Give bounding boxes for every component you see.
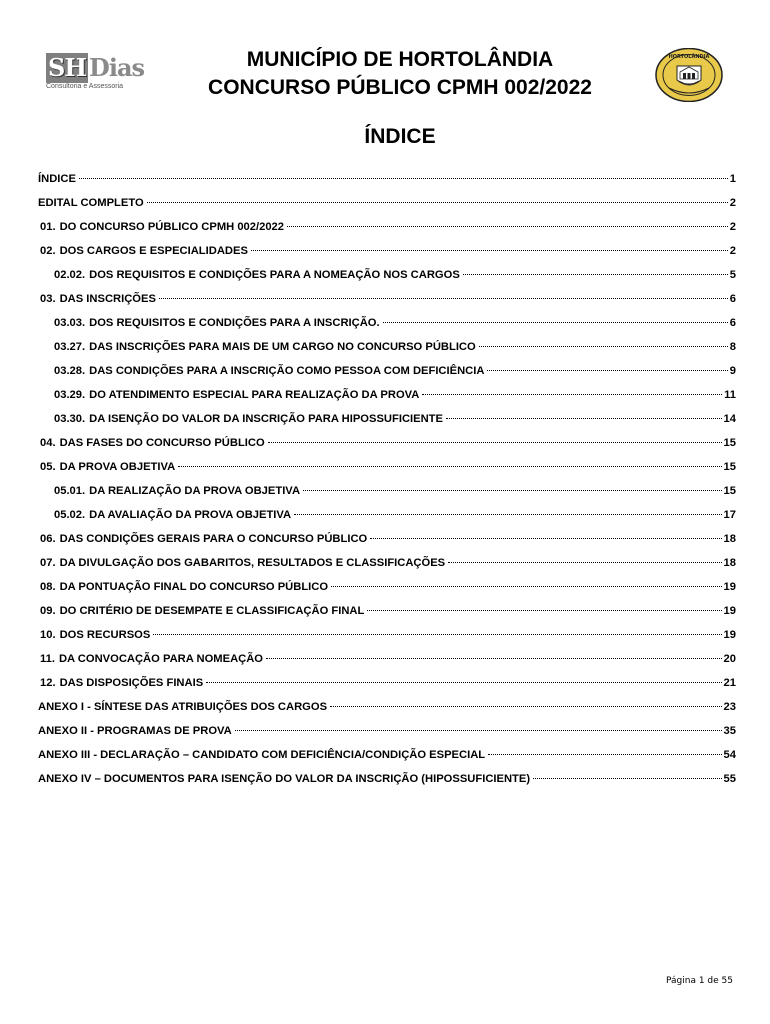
toc-entry-number: 02.02. xyxy=(54,269,86,281)
toc-entry-number: 05. xyxy=(40,461,56,473)
toc-page-number: 20 xyxy=(723,653,736,665)
toc-page-number: 19 xyxy=(723,629,736,641)
toc-dot-leader xyxy=(159,297,728,299)
toc-dot-leader xyxy=(422,393,722,395)
toc-subentry[interactable] xyxy=(38,503,736,527)
toc-page-number: 14 xyxy=(723,413,736,425)
toc-entry[interactable] xyxy=(38,599,736,623)
toc-entry-number: 11. xyxy=(40,653,55,665)
toc-entry[interactable] xyxy=(38,239,736,263)
toc-page-number: 6 xyxy=(729,317,736,329)
toc-dot-leader xyxy=(206,681,721,683)
toc-page-number: 54 xyxy=(723,749,736,761)
toc-entry[interactable] xyxy=(38,431,736,455)
toc-dot-leader xyxy=(287,225,728,227)
toc-entry-number: 03.03. xyxy=(54,317,86,329)
toc-entry-label: DO CONCURSO PÚBLICO CPMH 002/2022 xyxy=(59,221,284,233)
document-header-title xyxy=(150,46,650,102)
toc-entry-label: EDITAL COMPLETO xyxy=(38,197,144,209)
toc-entry-label: ÍNDICE xyxy=(38,173,76,185)
toc-dot-leader xyxy=(235,729,722,731)
toc-entry-label: DAS CONDIÇÕES PARA A INSCRIÇÃO COMO PESSOA COM DEFICIÊNCIA xyxy=(89,365,485,377)
toc-entry-label: DAS INSCRIÇÕES PARA MAIS DE UM CARGO NO CONCURSO PÚBLICO xyxy=(89,341,476,353)
toc-entry-label: DOS RECURSOS xyxy=(59,629,151,641)
toc-entry[interactable] xyxy=(38,719,736,743)
toc-dot-leader xyxy=(303,489,722,491)
toc-dot-leader xyxy=(79,177,728,179)
toc-page-number: 11 xyxy=(724,389,736,401)
toc-page-number: 15 xyxy=(723,485,736,497)
toc-entry-label: ANEXO II - PROGRAMAS DE PROVA xyxy=(38,725,232,737)
toc-page-number: 21 xyxy=(723,677,736,689)
toc-entry-label: DA PONTUAÇÃO FINAL DO CONCURSO PÚBLICO xyxy=(59,581,329,593)
toc-page-number: 2 xyxy=(729,245,736,257)
toc-page-number: 35 xyxy=(723,725,736,737)
toc-entry-number: 03.27. xyxy=(54,341,86,353)
toc-entry[interactable] xyxy=(38,767,736,791)
toc-page-number: 5 xyxy=(729,269,736,281)
toc-entry[interactable] xyxy=(38,167,736,191)
toc-dot-leader xyxy=(479,345,728,347)
index-heading: ÍNDICE xyxy=(364,125,436,148)
seal-top-text: HORTOLÂNDIA xyxy=(668,54,710,60)
toc-subentry[interactable] xyxy=(38,383,736,407)
toc-entry-number: 05.01. xyxy=(54,485,86,497)
toc-page-number: 18 xyxy=(723,557,736,569)
toc-dot-leader xyxy=(268,441,722,443)
toc-dot-leader xyxy=(147,201,728,203)
toc-entry[interactable] xyxy=(38,527,736,551)
toc-dot-leader xyxy=(330,705,722,707)
toc-entry[interactable] xyxy=(38,647,736,671)
toc-entry-number: 01. xyxy=(40,221,56,233)
toc-subentry[interactable] xyxy=(38,263,736,287)
toc-entry-label: DA REALIZAÇÃO DA PROVA OBJETIVA xyxy=(89,485,301,497)
toc-dot-leader xyxy=(370,537,721,539)
toc-entry[interactable] xyxy=(38,191,736,215)
toc-entry[interactable] xyxy=(38,455,736,479)
title-line-2: CONCURSO PÚBLICO CPMH 002/2022 xyxy=(208,76,592,99)
toc-entry-label: DA DIVULGAÇÃO DOS GABARITOS, RESULTADOS E CLASSIFICAÇÕES xyxy=(59,557,446,569)
toc-entry-number: 03.28. xyxy=(54,365,86,377)
toc-entry[interactable] xyxy=(38,743,736,767)
toc-dot-leader xyxy=(294,513,721,515)
toc-page-number: 15 xyxy=(723,461,736,473)
toc-page-number: 55 xyxy=(723,773,736,785)
toc-page-number: 2 xyxy=(729,197,736,209)
toc-page-number: 2 xyxy=(729,221,736,233)
shdias-logo-mark xyxy=(46,53,145,83)
toc-entry-label: DAS CONDIÇÕES GERAIS PARA O CONCURSO PÚBLICO xyxy=(59,533,368,545)
toc-entry-number: 03. xyxy=(40,293,56,305)
toc-entry[interactable] xyxy=(38,623,736,647)
toc-entry-label: DOS REQUISITOS E CONDIÇÕES PARA A NOMEAÇÃO NOS CARGOS xyxy=(89,269,460,281)
toc-page-number: 8 xyxy=(729,341,736,353)
shdias-logo-tagline: Consultoria e Assessoria xyxy=(46,83,124,90)
toc-dot-leader xyxy=(178,465,721,467)
toc-entry-label: DA AVALIAÇÃO DA PROVA OBJETIVA xyxy=(89,509,292,521)
table-of-contents xyxy=(38,167,736,791)
toc-entry[interactable] xyxy=(38,575,736,599)
toc-dot-leader xyxy=(463,273,728,275)
toc-entry-number: 03.30. xyxy=(54,413,86,425)
toc-entry[interactable] xyxy=(38,215,736,239)
toc-entry[interactable] xyxy=(38,671,736,695)
toc-entry-label: DA PROVA OBJETIVA xyxy=(59,461,176,473)
toc-entry-label: DOS REQUISITOS E CONDIÇÕES PARA A INSCRIÇÃO. xyxy=(89,317,380,329)
toc-entry-number: 07. xyxy=(40,557,56,569)
toc-dot-leader xyxy=(488,753,721,755)
toc-page-number: 9 xyxy=(729,365,736,377)
toc-page-number: 19 xyxy=(723,581,736,593)
toc-subentry[interactable] xyxy=(38,335,736,359)
toc-page-number: 18 xyxy=(723,533,736,545)
shdias-logo-dias: Dias xyxy=(89,53,145,82)
toc-page-number: 23 xyxy=(723,701,736,713)
toc-entry-label: DA ISENÇÃO DO VALOR DA INSCRIÇÃO PARA HIPOSSUFICIENTE xyxy=(89,413,443,425)
toc-entry-number: 04. xyxy=(40,437,56,449)
toc-dot-leader xyxy=(153,633,721,635)
toc-dot-leader xyxy=(383,321,728,323)
toc-dot-leader xyxy=(448,561,721,563)
toc-entry-label: DAS DISPOSIÇÕES FINAIS xyxy=(59,677,204,689)
shdias-logo-sh: SH xyxy=(48,53,87,82)
title-line-1: MUNICÍPIO DE HORTOLÂNDIA xyxy=(246,48,554,71)
toc-entry-label: DA CONVOCAÇÃO PARA NOMEAÇÃO xyxy=(58,653,264,665)
toc-page-number: 1 xyxy=(729,173,736,185)
toc-dot-leader xyxy=(367,609,721,611)
toc-entry-number: 12. xyxy=(40,677,56,689)
toc-dot-leader xyxy=(331,585,721,587)
toc-page-number: 17 xyxy=(723,509,736,521)
toc-entry-label: ANEXO IV – DOCUMENTOS PARA ISENÇÃO DO VALOR DA INSCRIÇÃO (HIPOSSUFICIENTE) xyxy=(38,773,531,785)
toc-subentry[interactable] xyxy=(38,479,736,503)
page-number-footer: Página 1 de 55 xyxy=(666,976,733,986)
toc-entry-label: DAS FASES DO CONCURSO PÚBLICO xyxy=(59,437,265,449)
toc-dot-leader xyxy=(487,369,727,371)
toc-entry-number: 08. xyxy=(40,581,56,593)
toc-page-number: 19 xyxy=(723,605,736,617)
toc-entry-number: 02. xyxy=(40,245,56,257)
toc-dot-leader xyxy=(446,417,722,419)
toc-entry-label: DO CRITÉRIO DE DESEMPATE E CLASSIFICAÇÃO FINAL xyxy=(59,605,365,617)
toc-subentry[interactable] xyxy=(38,359,736,383)
toc-entry-label: DAS INSCRIÇÕES xyxy=(59,293,156,305)
toc-entry-label: DO ATENDIMENTO ESPECIAL PARA REALIZAÇÃO DA PROVA xyxy=(89,389,420,401)
toc-entry-number: 03.29. xyxy=(54,389,86,401)
toc-entry-number: 10. xyxy=(40,629,56,641)
toc-entry-number: 09. xyxy=(40,605,56,617)
toc-subentry[interactable] xyxy=(38,407,736,431)
shdias-logo xyxy=(46,53,145,93)
toc-entry[interactable] xyxy=(38,287,736,311)
municipal-seal-icon xyxy=(655,48,723,102)
toc-entry-number: 05.02. xyxy=(54,509,86,521)
toc-entry-label: DOS CARGOS E ESPECIALIDADES xyxy=(59,245,248,257)
toc-entry-label: ANEXO I - SÍNTESE DAS ATRIBUIÇÕES DOS CARGOS xyxy=(38,701,328,713)
toc-subentry[interactable] xyxy=(38,311,736,335)
toc-entry-label: ANEXO III - DECLARAÇÃO – CANDIDATO COM DEFICIÊNCIA/CONDIÇÃO ESPECIAL xyxy=(38,749,486,761)
toc-page-number: 15 xyxy=(723,437,736,449)
toc-entry-number: 06. xyxy=(40,533,56,545)
toc-dot-leader xyxy=(266,657,722,659)
toc-dot-leader xyxy=(251,249,728,251)
toc-entry[interactable] xyxy=(38,695,736,719)
toc-dot-leader xyxy=(533,777,721,779)
toc-page-number: 6 xyxy=(729,293,736,305)
toc-entry[interactable] xyxy=(38,551,736,575)
